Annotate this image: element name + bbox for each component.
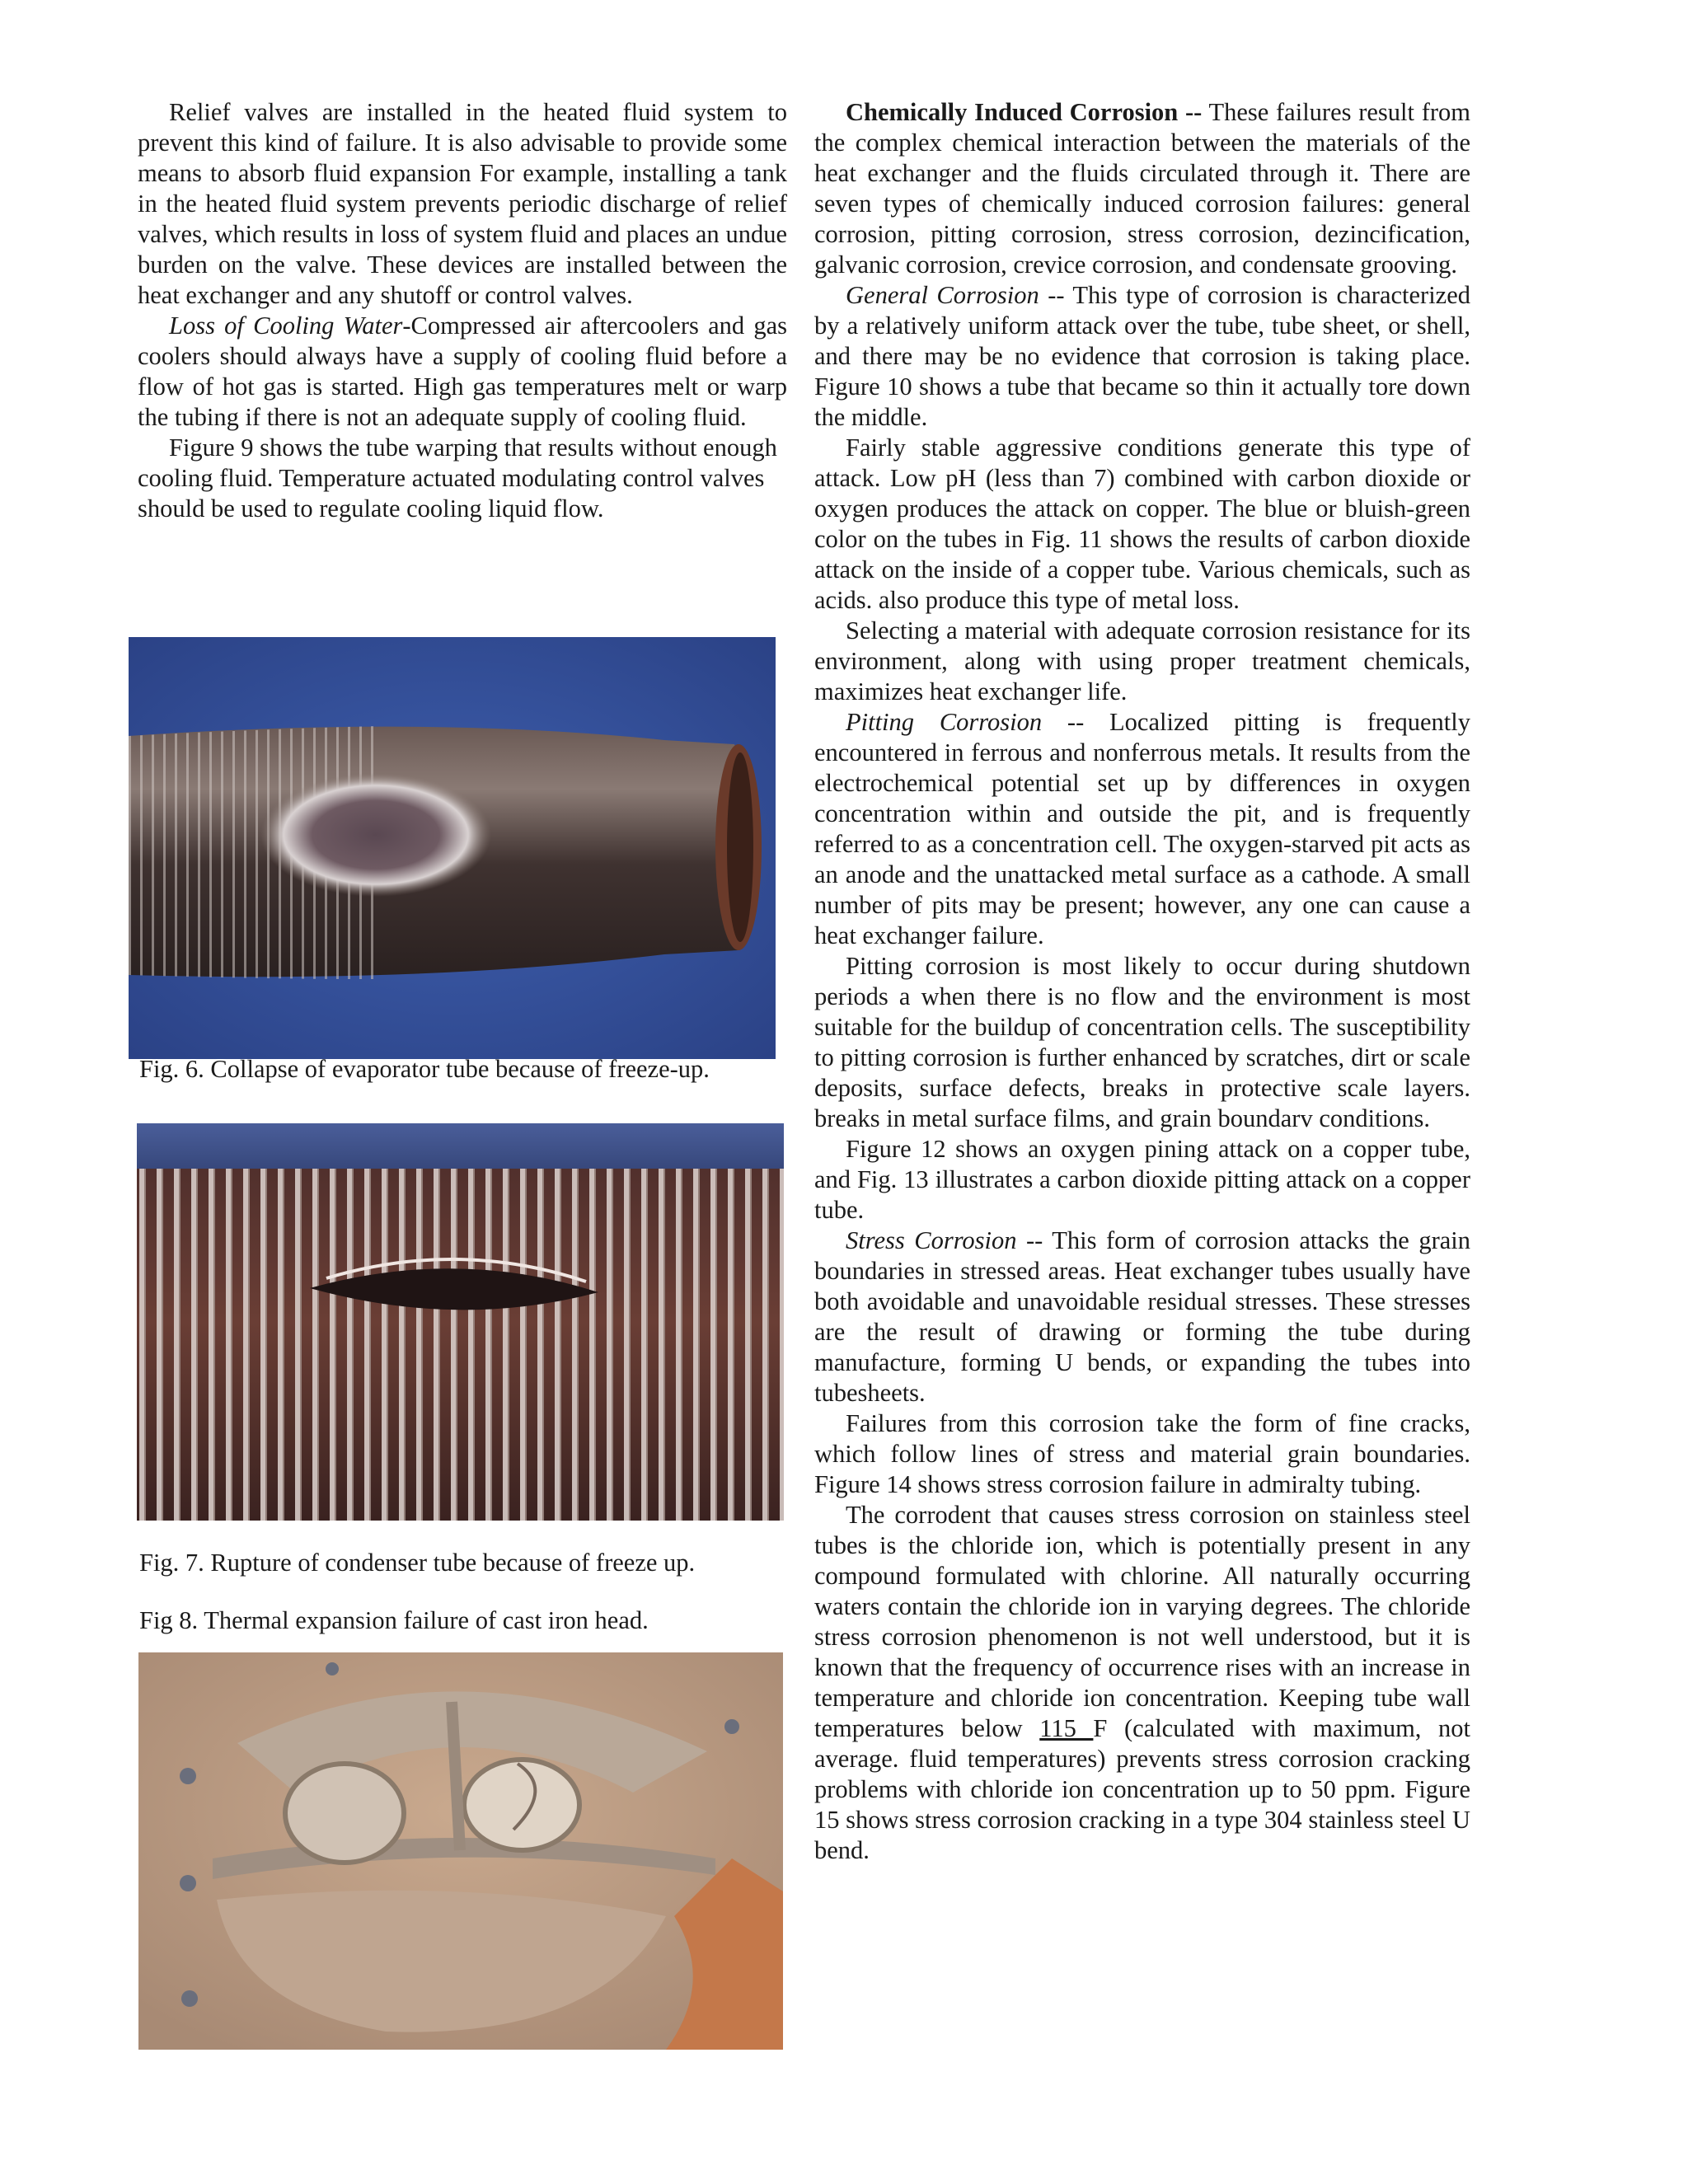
paragraph-text: -- This form of corrosion attacks the grain boundaries in stressed areas. Heat exchanger tubes usually have both avoidable and unavoidable residual stresses. These stresses are the result of drawing or forming the tube during manufacture, forming U bends, or expanding the tubes into tubesheets. — [814, 1226, 1471, 1407]
heading-chemically-induced-corrosion: Chemically Induced Corrosion -- — [846, 98, 1203, 126]
figure-7-caption: Fig. 7. Rupture of condenser tube because of freeze up. — [139, 1549, 696, 1577]
subheading-stress-corrosion: Stress Corrosion — [846, 1226, 1017, 1254]
paragraph-chemically-induced-corrosion — [814, 97, 1470, 280]
paragraph-relief-valves: Relief valves are installed in the heated fluid system to prevent this kind of failure. It is also advisable to provide some means to absorb fluid expansion For example, installing a tank in the heated fluid system prevents periodic discharge of relief valves, which results in loss of system fluid and places an undue burden on the valve. These devices are installed between the heat exchanger and any shutoff or control valves. — [138, 98, 787, 309]
figure-7-photo — [137, 1123, 784, 1521]
paragraph-aggressive-conditions: Fairly stable aggressive conditions generate this type of attack. Low pH (less than 7) combined with carbon dioxide or oxygen produces the attack on copper. The blue or bluish-green color on the tubes in Fig. 11 shows the results of carbon dioxide attack on the inside of a copper tube. Various chemicals, such as acids. also produce this type of metal loss. — [814, 434, 1470, 614]
temperature-value: 115 — [1039, 1714, 1094, 1742]
paragraph-figure-12: Figure 12 shows an oxygen pining attack on a copper tube, and Fig. 13 illustrates a carbon dioxide pitting attack on a copper tube. — [814, 1135, 1470, 1224]
paragraph-general-corrosion — [814, 280, 1470, 433]
paragraph-text: The corrodent that causes stress corrosion on stainless steel tubes is the chloride ion, which is potentially present in any compound formulated with chlorine. All naturally occurring waters contain the chloride ion in varying degrees. The chloride stress corrosion phenomenon is not well understood, but it is known that the frequency of occurrence rises with an increase in temperature and chloride ion concentration. Keeping tube wall temperatures below — [814, 1501, 1470, 1742]
paragraph-fine-cracks: Failures from this corrosion take the form of fine cracks, which follow lines of stress and material grain boundaries. Figure 14 shows stress corrosion failure in admiralty tubing. — [814, 1409, 1470, 1498]
paragraph-loss-of-cooling-water — [138, 311, 787, 433]
paragraph-chloride-ion — [814, 1500, 1470, 1866]
paragraph-pitting-shutdown: Pitting corrosion is most likely to occur during shutdown periods a when there is no flow and the environment is most suitable for the buildup of concentration cells. The susceptibility to pitting corrosion is further enhanced by scratches, dirt or scale deposits, surface defects, breaks in protective scale layers. breaks in metal surface films, and grain boundarv conditions. — [814, 952, 1470, 1132]
paragraph-stress-corrosion — [814, 1226, 1470, 1408]
figure-8-photo — [138, 1652, 783, 2050]
paragraph-text: -- This type of corrosion is characterized by a relatively uniform attack over the tube, tube sheet, or shell, and there may be no evidence that corrosion is taking place. Figure 10 shows a tube that became so thin it actually tore down the middle. — [814, 281, 1470, 431]
paragraph-text: -Compressed air aftercoolers and gas coolers should always have a supply of cooling fluid before a flow of hot gas is started. High gas temperatures melt or warp the tubing if there is not an adequate supply of cooling fluid. — [138, 312, 787, 431]
paragraph-text: -- Localized pitting is frequently encountered in ferrous and nonferrous metals. It results from the electrochemical potential set up by differences in oxygen concentration within and outside the pit, and is frequently referred to as a concentration cell. The oxygen-starved pit acts as an anode and the unattacked metal surface as a cathode. A small number of pits may be present; however, any one can cause a heat exchanger failure. — [814, 708, 1470, 949]
subheading-loss-of-cooling-water: Loss of Cooling Water — [169, 312, 403, 340]
subheading-pitting-corrosion: Pitting Corrosion — [846, 708, 1043, 736]
right-column — [814, 97, 1470, 1866]
figure-6-photo — [129, 637, 776, 1059]
paragraph-text: F (calculated with maximum, not average. fluid temperatures) prevents stress corrosion cracking problems with chloride ion concentration up to 50 ppm. Figure 15 shows stress corrosion cracking in a type 304 stainless steel U bend. — [814, 1714, 1470, 1864]
paragraph-text: These failures result from the complex chemical interaction between the materials of the heat exchanger and the fluids circulated through it. There are seven types of chemically induced corrosion failures: general corrosion, pitting corrosion, stress corrosion, dezincification, galvanic corrosion, crevice corrosion, and condensate grooving. — [814, 98, 1470, 279]
figure-8-caption: Fig 8. Thermal expansion failure of cast iron head. — [139, 1606, 649, 1634]
left-column — [138, 97, 787, 524]
subheading-general-corrosion: General Corrosion — [846, 281, 1039, 309]
paragraph-pitting-corrosion — [814, 707, 1470, 951]
figure-6-caption: Fig. 6. Collapse of evaporator tube because of freeze-up. — [139, 1055, 710, 1083]
paragraph-figure-9: Figure 9 shows the tube warping that results without enough cooling fluid. Temperature actuated modulating control valves should be used to regulate cooling liquid flow. — [138, 434, 777, 523]
paragraph-material-selection: Selecting a material with adequate corrosion resistance for its environment, along with using proper treatment chemicals, maximizes heat exchanger life. — [814, 616, 1470, 705]
